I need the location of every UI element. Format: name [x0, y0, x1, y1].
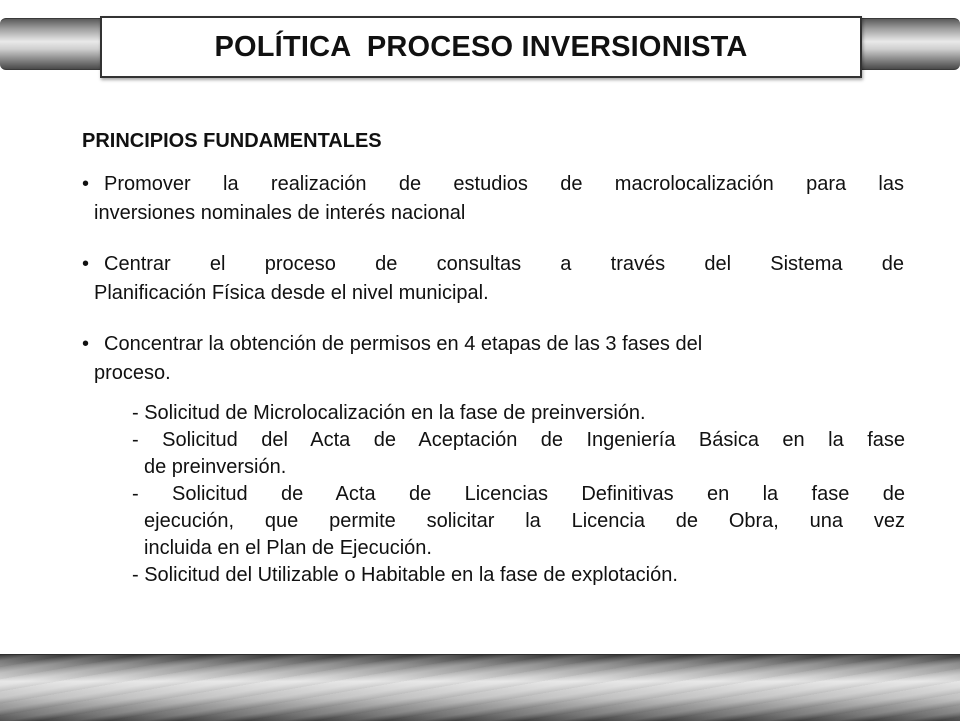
- sub-item-line: de preinversión.: [144, 456, 287, 478]
- sub-item-line: - Solicitud del Utilizable o Habitable en la fase de explotación.: [132, 564, 678, 586]
- sub-item: [132, 562, 905, 589]
- bullet-line: Concentrar la obtención de permisos en 4 etapas de las 3 fases del: [104, 333, 703, 355]
- bullet-line: proceso.: [94, 362, 171, 384]
- bullet-marker: •: [82, 253, 90, 275]
- sub-item: [132, 481, 905, 562]
- sub-item-line: incluida en el Plan de Ejecución.: [144, 537, 432, 559]
- bullet-marker: •: [82, 173, 90, 195]
- sub-item-line: - Solicitud de Acta de Licencias Definitivas en la fase de: [132, 483, 905, 505]
- page-title: POLÍTICA PROCESO INVERSIONISTA: [214, 30, 748, 63]
- bullet-line: Centrar el proceso de consultas a través del Sistema de: [104, 253, 904, 275]
- sub-item: [132, 427, 905, 481]
- sub-item-line: ejecución, que permite solicitar la Licencia de Obra, una vez: [144, 510, 905, 532]
- bullet-marker: •: [82, 333, 90, 355]
- bullet-item: [82, 330, 904, 388]
- sub-item-line: - Solicitud de Microlocalización en la fase de preinversión.: [132, 402, 646, 424]
- bullet-item: [82, 170, 904, 228]
- sub-item: [132, 400, 905, 427]
- bullet-line: Promover la realización de estudios de macrolocalización para las: [104, 173, 904, 195]
- bullet-item: [82, 250, 904, 308]
- bullet-line: Planificación Física desde el nivel municipal.: [94, 282, 489, 304]
- bullet-line: inversiones nominales de interés nacional: [94, 202, 466, 224]
- sub-item-line: - Solicitud del Acta de Aceptación de Ingeniería Básica en la fase: [132, 429, 905, 451]
- sub-item-list: [132, 400, 905, 589]
- footer-decorative-band: [0, 654, 960, 721]
- section-heading: PRINCIPIOS FUNDAMENTALES: [82, 130, 382, 152]
